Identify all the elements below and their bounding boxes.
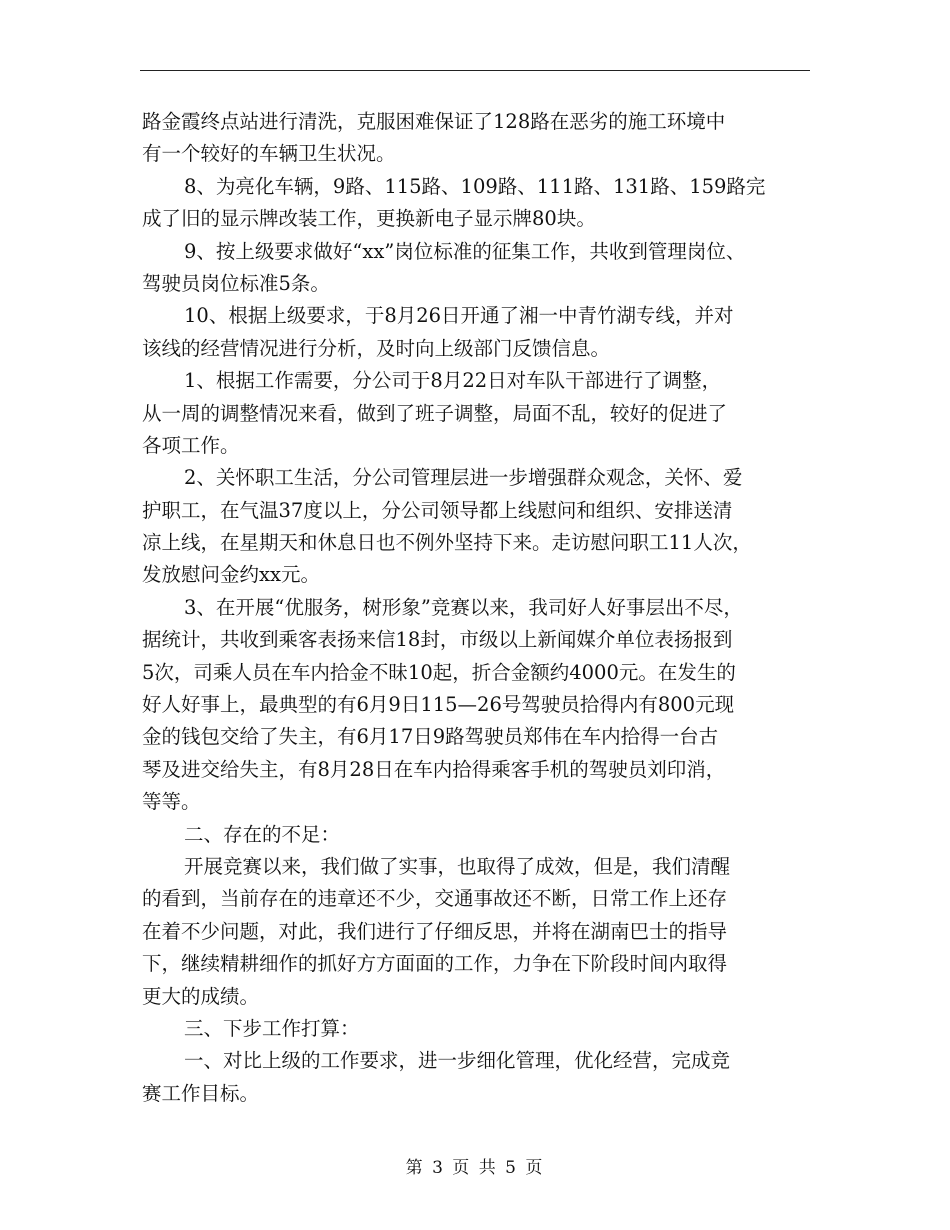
text-line: 更大的成绩。 [142, 984, 260, 1008]
text-line: 凉上线，在星期天和休息日也不例外坚持下来。走访慰问职工11人次， [142, 531, 752, 555]
text-line: 3、在开展“优服务，树形象”竞赛以来，我司好人好事层出不尽， [184, 595, 743, 619]
text-line: 发放慰问金约xx元。 [142, 563, 320, 587]
text-line: 下，继续精耕细作的抓好方方面面的工作，力争在下阶段时间内取得 [142, 952, 728, 976]
text-line: 二、存在的不足： [184, 822, 341, 846]
text-line: 2、关怀职工生活，分公司管理层进一步增强群众观念，关怀、爱 [184, 466, 743, 490]
text-line: 据统计，共收到乘客表扬来信18封，市级以上新闻媒介单位表扬报到 [142, 628, 733, 652]
text-line: 路金霞终点站进行清洗，克服困难保证了128路在恶劣的施工环境中 [142, 110, 726, 133]
text-line: 在着不少问题，对此，我们进行了仔细反思，并将在湖南巴士的指导 [142, 919, 728, 943]
page-number-footer: 第 3 页 共 5 页 [405, 1158, 545, 1178]
text-line: 9、按上级要求做好“xx”岗位标准的征集工作，共收到管理岗位、 [184, 239, 746, 263]
text-line: 护职工，在气温37度以上，分公司领导都上线慰问和组织、安排送清 [142, 498, 733, 522]
text-line: 从一周的调整情况来看，做到了班子调整，局面不乱，较好的促进了 [142, 401, 728, 425]
text-line: 开展竞赛以来，我们做了实事，也取得了成效，但是，我们清醒 [184, 854, 731, 878]
text-line: 好人好事上，最典型的有6月9日115—26号驾驶员拾得内有800元现 [142, 693, 735, 717]
text-line: 金的钱包交给了失主，有6月17日9路驾驶员郑伟在车内拾得一台古 [142, 725, 719, 749]
document-body [142, 106, 818, 1110]
header-rule [140, 70, 810, 71]
text-line: 各项工作。 [142, 433, 240, 457]
text-line: 成了旧的显示牌改装工作，更换新电子显示牌80块。 [142, 207, 596, 231]
text-line: 琴及进交给失主，有8月28日在车内拾得乘客手机的驾驶员刘印消， [142, 757, 726, 781]
text-line: 驾驶员岗位标准5条。 [142, 271, 330, 295]
text-line: 该线的经营情况进行分析，及时向上级部门反馈信息。 [142, 336, 611, 360]
text-line: 三、下步工作打算： [184, 1016, 360, 1040]
text-line: 有一个较好的车辆卫生状况。 [142, 142, 396, 166]
text-line: 一、对比上级的工作要求，进一步细化管理，优化经营，完成竞 [184, 1049, 731, 1073]
text-line: 8、为亮化车辆，9路、115路、109路、111路、131路、159路完 [184, 174, 766, 198]
text-line: 等等。 [142, 790, 201, 814]
text-line: 10、根据上级要求，于8月26日开通了湘一中青竹湖专线，并对 [184, 304, 734, 328]
text-line: 的看到，当前存在的违章还不少，交通事故还不断，日常工作上还存 [142, 887, 728, 911]
text-line: 赛工作目标。 [142, 1081, 260, 1105]
text-line: 5次，司乘人员在车内拾金不昧10起，折合金额约4000元。在发生的 [142, 660, 736, 684]
text-line: 1、根据工作需要，分公司于8月22日对车队干部进行了调整， [184, 369, 722, 393]
